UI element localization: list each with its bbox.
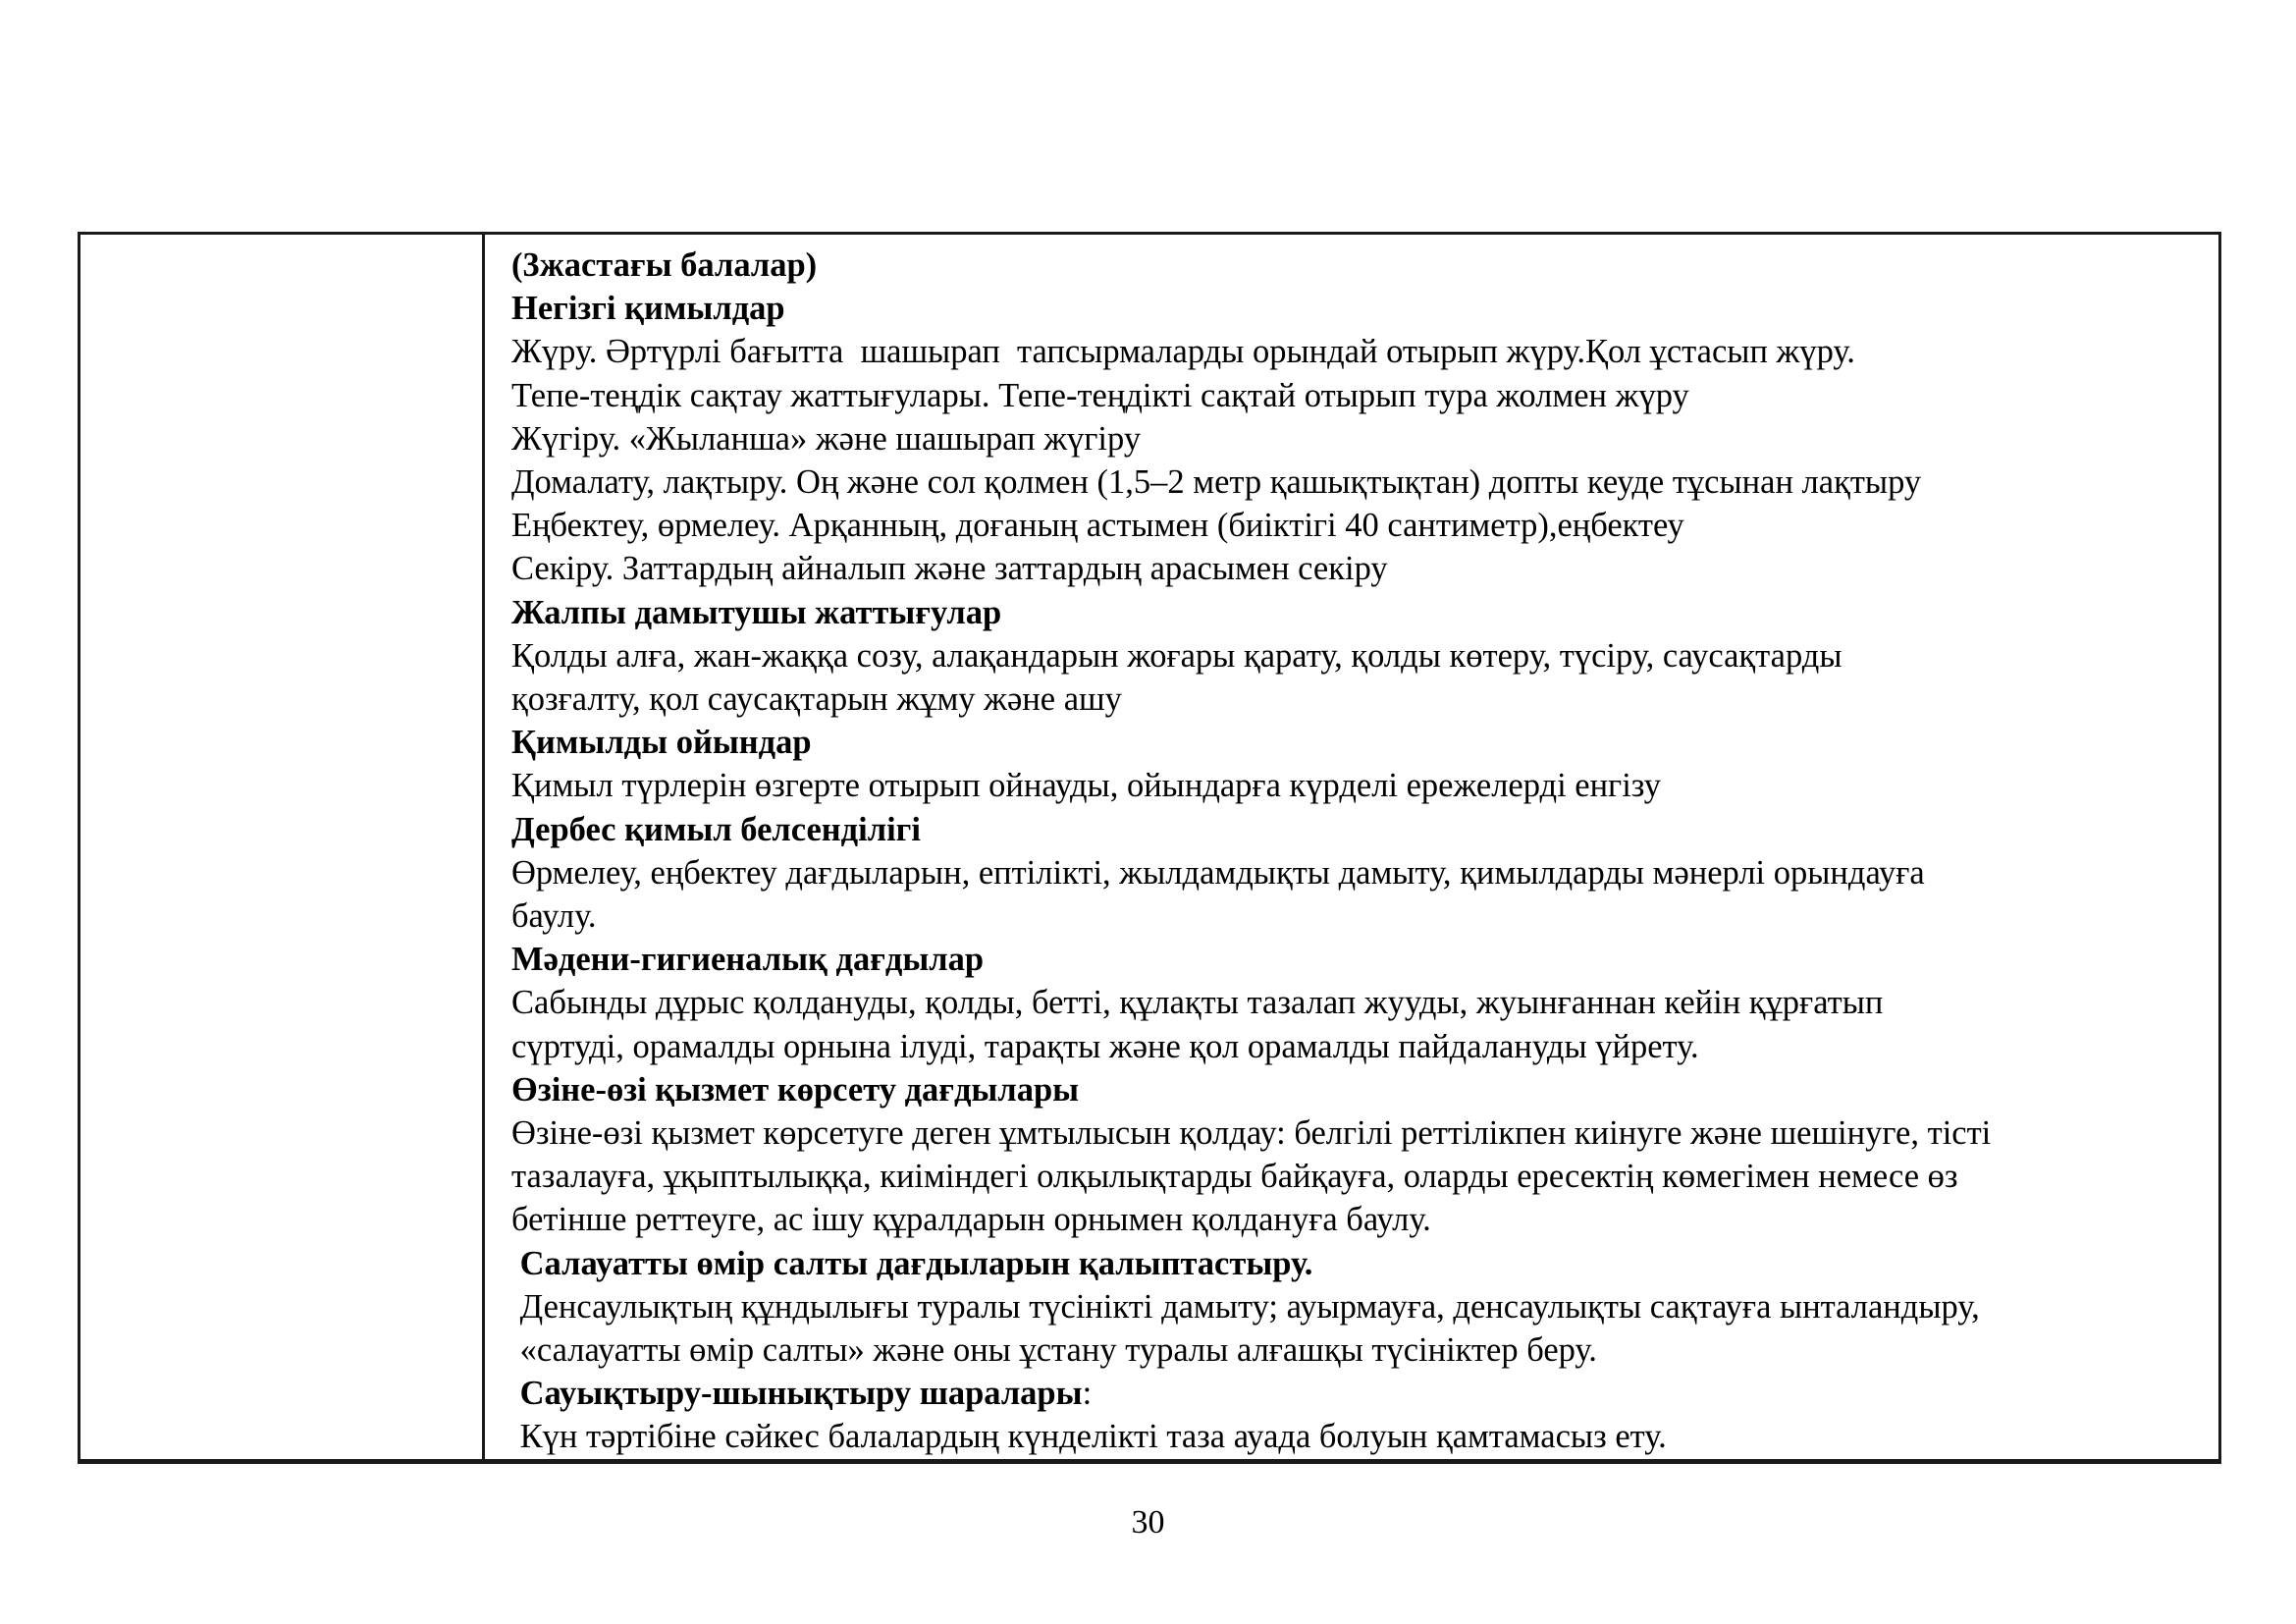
text-line (511, 894, 2211, 938)
text-line (511, 1372, 2211, 1415)
table-cell-left (80, 235, 485, 1459)
text-line (511, 677, 2211, 721)
text-line (511, 504, 2211, 547)
text-segment: Тепе-теңдік сақтау жаттығулары. Тепе-теңдікті сақтай отырып тура жолмен жүру (511, 376, 1689, 414)
text-segment: қозғалту, қол саусақтарын жұму және ашу (511, 680, 1122, 719)
text-segment-bold: (3жастағы балалар) (511, 246, 818, 284)
text-segment: Жүгіру. «Жыланша» және шашырап жүгіру (511, 419, 1142, 458)
table-cell-right (485, 235, 2218, 1459)
text-segment: бетінше реттеуге, ас ішу құралдарын орнымен қолдануға баулу. (511, 1201, 1431, 1239)
text-segment: Қимыл түрлерін өзгерте отырып ойнауды, ойындарға күрделі ережелерді енгізу (511, 767, 1661, 805)
text-line (511, 591, 2211, 634)
text-line (511, 808, 2211, 851)
text-line (511, 981, 2211, 1024)
text-segment: : (1082, 1375, 1093, 1413)
text-segment: тазалауға, ұқыптылыққа, киіміндегі олқылықтарды байқауға, оларды ересектің көмегімен немесе өз (511, 1158, 1958, 1196)
text-segment: Қолды алға, жан-жаққа созу, алақандарын жоғары қарату, қолды көтеру, түсіру, саусақтарды (511, 636, 1842, 675)
page-number: 30 (1131, 1504, 1165, 1541)
content-table (78, 232, 2221, 1464)
text-line (511, 244, 2211, 287)
text-line (511, 1242, 2211, 1285)
text-line (511, 634, 2211, 677)
text-line (511, 1155, 2211, 1198)
text-line (511, 1415, 2211, 1458)
text-segment: Сабынды дұрыс қолдануды, қолды, бетті, құлақты тазалап жууды, жуынғаннан кейін құрғатып (511, 984, 1884, 1022)
text-segment-bold: Негізгі қимылдар (511, 290, 785, 328)
text-line (511, 460, 2211, 504)
text-segment-bold: Мәдени-гигиеналық дағдылар (511, 941, 985, 979)
text-line (511, 1285, 2211, 1328)
text-line (511, 764, 2211, 807)
text-segment-bold: Салауатты өмір салты дағдыларын қалыптастыру. (511, 1244, 1313, 1282)
text-segment: Өзіне-өзі қызмет көрсетуге деген ұмтылысын қолдау: белгілі реттілікпен киінуге және шешінуге, тісті (511, 1114, 1992, 1153)
text-line (511, 1111, 2211, 1155)
text-segment-bold: Өзіне-өзі қызмет көрсету дағдылары (511, 1070, 1080, 1109)
text-segment-bold: Жалпы дамытушы жаттығулар (511, 593, 1002, 631)
text-segment: Күн тәртібіне сәйкес балалардың күнделікті таза ауада болуын қамтамасыз ету. (511, 1418, 1667, 1456)
text-line (511, 330, 2211, 373)
text-line (511, 1025, 2211, 1068)
text-line (511, 938, 2211, 981)
text-line (511, 721, 2211, 764)
text-segment: «салауатты өмір салты» және оны ұстану туралы алғашқы түсініктер беру. (511, 1331, 1597, 1370)
text-line (511, 374, 2211, 417)
text-segment-bold: Қимылды ойындар (511, 724, 812, 762)
text-segment: Секіру. Заттардың айналып және заттардың арасымен секіру (511, 550, 1388, 588)
text-segment: Жүру. Әртүрлі бағытта шашырап тапсырмаларды орындай отырып жүру.Қол ұстасып жүру. (511, 333, 1855, 371)
text-segment: баулу. (511, 897, 597, 936)
text-segment: Өрмелеу, еңбектеу дағдыларын, ептілікті, жылдамдықты дамыту, қимылдарды мәнерлі орындауға (511, 853, 1925, 892)
text-segment: Денсаулықтың құндылығы туралы түсінікті дамыту; ауырмауға, денсаулықты сақтауға ынталандыру, (511, 1287, 1980, 1326)
text-line (511, 851, 2211, 894)
text-segment: сүртуді, орамалды орнына ілуді, тарақты және қол орамалды пайдалануды үйрету. (511, 1027, 1699, 1065)
text-line (511, 1328, 2211, 1372)
text-line (511, 287, 2211, 330)
text-segment-bold: Дербес қимыл белсенділігі (511, 810, 921, 848)
text-line (511, 1068, 2211, 1111)
text-segment: Домалату, лақтыру. Оң және сол қолмен (1,5–2 метр қашықтықтан) допты кеуде тұсынан лақтыру (511, 463, 1922, 502)
text-segment-bold: Сауықтыру-шынықтыру шаралары (511, 1375, 1083, 1413)
text-segment: Еңбектеу, өрмелеу. Арқанның, доғаның астымен (биіктігі 40 сантиметр),еңбектеу (511, 507, 1684, 545)
text-line (511, 547, 2211, 590)
text-line (511, 1198, 2211, 1241)
text-line (511, 417, 2211, 460)
